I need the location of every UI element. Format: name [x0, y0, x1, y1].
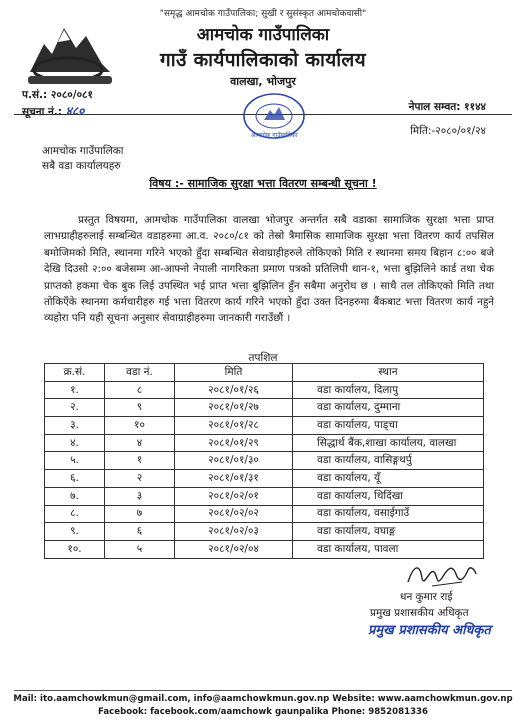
cell-place: वडा कार्यालय, यूँ — [293, 470, 484, 488]
org-line2: गाउँ कार्यपालिकाको कार्यालय — [160, 49, 366, 71]
table-row — [45, 487, 484, 505]
nepal-sambat: नेपाल सम्वत: ११४४ — [408, 101, 486, 113]
body-paragraph: प्रस्तुत विषयमा, आमचोक गाउँपालिका वालखा भोजपुर अन्तर्गत सबै वडाका सामाजिक सुरक्षा भत्ता प्राप्त लाभग्राहीहरुलाई सम्बन्धित वडाहरुमा आ.व. २०८०/८१ को तेस्रो त्रैमासिक सामाजिक सुरक्षा भत्ता वितरण कार्य तपसिल बमोजिमको मिति, स्थानमा गरिने भएको हुँदा सम्बन्धित सेवाग्राहीहरुले तोकिएको मिति र स्थानमा समय बिहान ८:०० बजे देखि दिउसो २:०० बजेसम्म आ-आफ्नो नेपाली नागरिकता प्रमाण पत्रको प्रतिलिपी थान-१, भत्ता बुझिलिने कार्ड तथा चेक प्राप्तको हकमा चेक बुक लिई उपस्थित भई प्राप्त भत्ता बुझिलिन हुँन सबैमा अनुरोध छ । साथै तल तोकिएको मिति तथा तोकिएँके स्थानमा कर्मचारीहरु गई भत्ता वितरण कार्य गरिने भएको हुँदा उक्त दिनहरुमा बैंकबाट भत्ता वितरण कार्य नहुने व्यहोरा पनि यही सूचना अनुसार सेवाग्राहीहरुमा जानकारी गराउँछौं । — [44, 214, 494, 325]
recipient-1: आमचोक गाउँपालिका — [42, 145, 124, 157]
motto: "समृद्ध आमचोक गाउँपालिका; सुखी र सुसंस्कृत आमचोकवासी" — [159, 9, 367, 19]
cell-date: २०८१/०१/२६ — [175, 381, 293, 399]
footer-divider — [14, 690, 512, 691]
org-line1: आमचोक गाउँपालिका — [196, 25, 330, 45]
cell-date: २०८१/०१/२७ — [175, 399, 293, 417]
cell-ward: २ — [105, 470, 175, 488]
cell-sn: २. — [45, 399, 105, 417]
cell-ward: ५ — [105, 540, 175, 558]
cell-ward: ९ — [105, 399, 175, 417]
signatory-title: प्रमुख प्रशासकीय अधिकृत — [370, 607, 469, 619]
cell-place: वडा कार्यालय, वासिङ्गथर्पु — [293, 452, 484, 470]
cell-date: २०८१/०१/३१ — [175, 470, 293, 488]
table-header-row — [45, 364, 484, 382]
col-header-ward: वडा नं. — [105, 364, 175, 382]
table-caption: तपशिल — [248, 352, 278, 364]
cell-sn: ६. — [45, 470, 105, 488]
cell-sn: १०. — [45, 540, 105, 558]
cell-place: वडा कार्यालय, पाड्चा — [293, 417, 484, 435]
letter-date: मिति:-२०८०/०१/२४ — [410, 125, 486, 137]
col-header-sn: क्र.सं. — [45, 364, 105, 382]
cell-place: वडा कार्यालय, दुम्माना — [293, 399, 484, 417]
address: वालखा, भोजपुर — [230, 75, 296, 88]
cell-ward: ३ — [105, 487, 175, 505]
cell-date: २०८१/०१/३० — [175, 452, 293, 470]
cell-date: २०८१/०२/०४ — [175, 540, 293, 558]
letter-no — [22, 88, 93, 102]
col-header-date: मिति — [175, 364, 293, 382]
cell-sn: १. — [45, 381, 105, 399]
dispatch-no — [22, 102, 84, 119]
cell-place: वडा कार्यालय, वसाईगाउँ — [293, 505, 484, 523]
table-row — [45, 523, 484, 541]
footer-social: Facebook: facebook.com/aamchowk gaunpalika Phone: 9852081336 — [97, 707, 429, 717]
dispatch-no-value: ४८० — [65, 104, 85, 118]
table-row — [45, 399, 484, 417]
footer-contact: Mail: ito.aamchowkmun@gmail.com, info@aamchowkmun.gov.np Website: www.aamchowkmun.gov.np — [13, 694, 513, 704]
cell-place: वडा कार्यालय, पावला — [293, 540, 484, 558]
signature — [402, 558, 482, 592]
cell-sn: ८. — [45, 505, 105, 523]
cell-sn: ४. — [45, 434, 105, 452]
table-row — [45, 540, 484, 558]
cell-date: २०८१/०२/०३ — [175, 523, 293, 541]
cell-date: २०८१/०१/२८ — [175, 417, 293, 435]
table-row — [45, 381, 484, 399]
cell-ward: ८ — [105, 381, 175, 399]
cell-place: वडा कार्यालय, दिलापु — [293, 381, 484, 399]
cell-sn: ७. — [45, 487, 105, 505]
cell-ward: १ — [105, 452, 175, 470]
cell-ward: ७ — [105, 505, 175, 523]
subject — [0, 176, 526, 191]
table-row — [45, 417, 484, 435]
cell-place: वडा कार्यालय, थिदिंखा — [293, 487, 484, 505]
subject-text: विषय :- सामाजिक सुरक्षा भत्ता वितरण सम्बन्धी सूचना ! — [149, 177, 377, 190]
cell-ward: १० — [105, 417, 175, 435]
table-row — [45, 470, 484, 488]
cell-sn: ३. — [45, 417, 105, 435]
cell-date: २०८१/०२/०१ — [175, 487, 293, 505]
cell-date: २०८१/०१/२९ — [175, 434, 293, 452]
col-header-place: स्थान — [293, 364, 484, 382]
cell-ward: ४ — [105, 434, 175, 452]
letter-no-label: प.सं.: — [22, 89, 48, 101]
table-row — [45, 452, 484, 470]
cell-place: सिद्धार्थ बैंक,शाखा कार्यालय, वालखा — [293, 434, 484, 452]
cell-sn: ५. — [45, 452, 105, 470]
table-row — [45, 434, 484, 452]
letter-no-value: २०८०/०८१ — [50, 89, 93, 101]
recipient-2: सबै वडा कार्यालयहरु — [42, 160, 121, 172]
office-stamp — [232, 90, 316, 142]
schedule-table — [44, 363, 484, 559]
svg-text:आमचोक गाउँपालिका: आमचोक गाउँपालिका — [250, 132, 298, 139]
signatory-name: धन कुमार राई — [400, 591, 453, 603]
dispatch-no-label: सूचना नं.: — [22, 106, 62, 118]
cell-date: २०८१/०२/०२ — [175, 505, 293, 523]
table-row — [45, 505, 484, 523]
cell-sn: ९. — [45, 523, 105, 541]
cell-ward: ६ — [105, 523, 175, 541]
signatory-seal: प्रमुख प्रशासकीय अधिकृत — [368, 623, 491, 638]
cell-place: वडा कार्यालय, वघाङ्ग — [293, 523, 484, 541]
